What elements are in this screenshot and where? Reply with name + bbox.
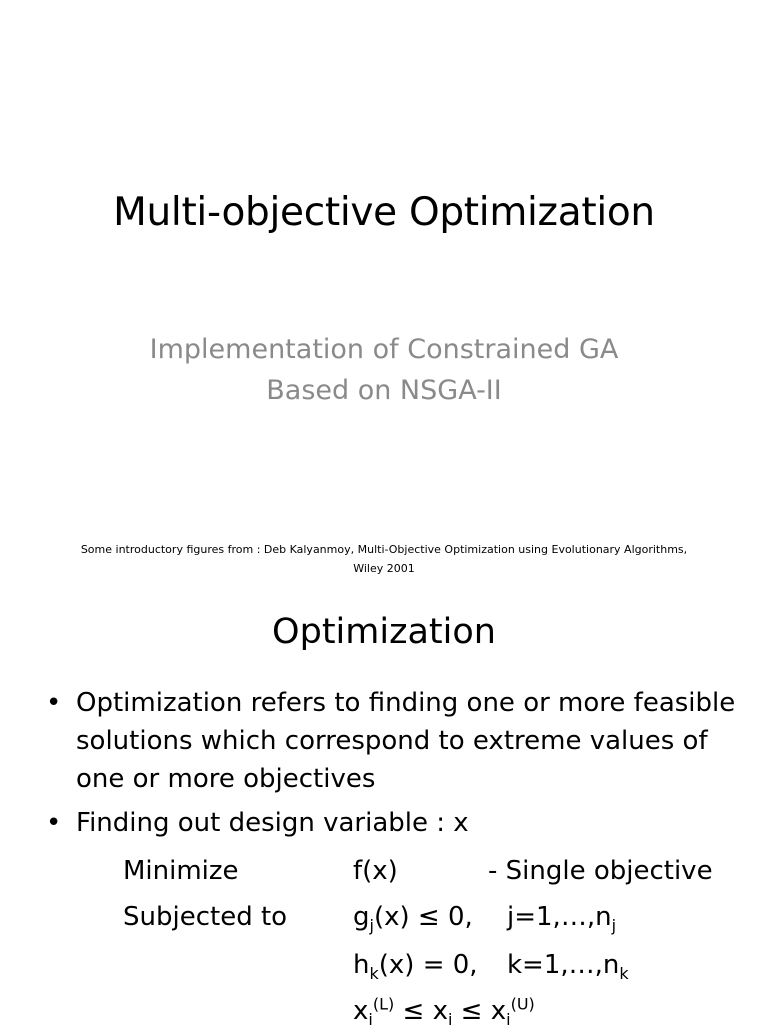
bullet-item — [46, 684, 746, 798]
bullet-icon: • — [46, 808, 62, 838]
subtitle-line-1: Implementation of Constrained GA — [149, 334, 619, 365]
inequality-constraint: $g_j(x) \le 0$, — [353, 902, 473, 936]
bullet-text: Optimization refers to finding one or more feasible solutions which correspond to extreme values of one or more objectives — [76, 688, 736, 794]
subject-label: Subjected to — [123, 902, 288, 932]
objective-function: f(x) — [353, 856, 398, 886]
section-title: Optimization — [272, 612, 496, 652]
equality-constraint: $h_k(x) = 0$, — [353, 950, 478, 984]
bullet-text: Finding out design variable : x — [76, 808, 469, 838]
slide-title: Multi-objective Optimization — [113, 190, 655, 235]
bullet-list — [46, 684, 746, 842]
bullet-item — [46, 804, 746, 842]
credit-line-1: Some introductory figures from : Deb Kalyanmoy, Multi-Objective Optimization using Evolutionary Algorithms, — [80, 543, 688, 556]
bullet-icon: • — [46, 688, 62, 718]
subtitle-line-2: Based on NSGA-II — [266, 375, 502, 406]
variable-bounds: $x_i^{(L)} \le x_i \le x_i^{(U)}$ — [353, 994, 535, 1030]
objective-note: - Single objective — [488, 856, 713, 886]
minimize-label: Minimize — [123, 856, 239, 886]
credit-line-2: Wiley 2001 — [353, 562, 415, 575]
inequality-range: $j=1,\dots,n_j$ — [507, 902, 617, 936]
equality-range: $k=1,\dots,n_k$ — [507, 950, 629, 984]
